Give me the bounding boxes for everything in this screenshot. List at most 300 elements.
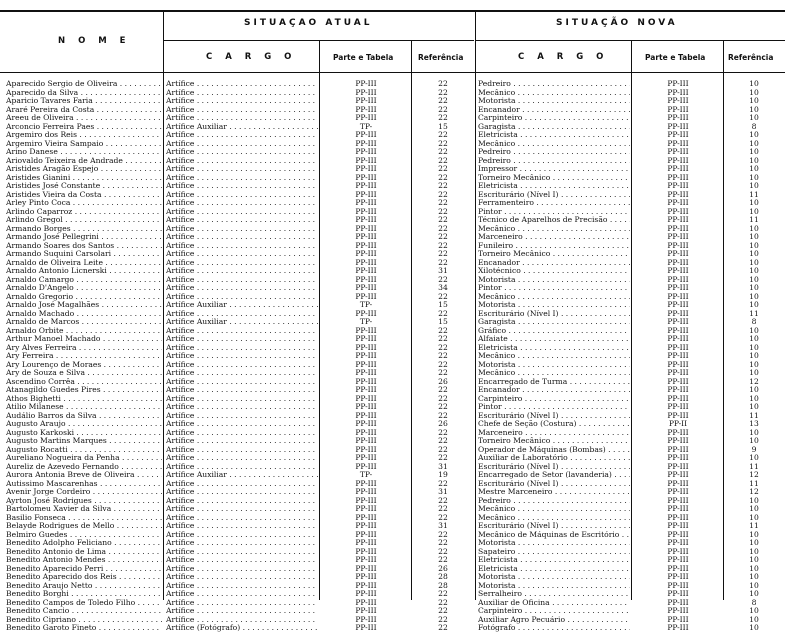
cargo-novo-cell: Motorista . . . <box>478 582 630 591</box>
referencia-nova-cell: 10 <box>749 360 759 369</box>
referencia-nova-cell: 10 <box>749 615 759 624</box>
parte-tabela-nova-cell: PP-III <box>667 318 689 326</box>
nome-cell: Aureliano Nogueira da Penha . . . <box>6 454 162 463</box>
referencia-atual-cell: 22 <box>438 233 448 241</box>
cargo-novo-cell: Carpinteiro . . . <box>478 395 630 404</box>
parte-tabela-atual-cell: PP-III <box>355 309 377 318</box>
parte-tabela-nova-cell: PP-III <box>667 581 689 590</box>
referencia-atual-cell: 28 <box>438 581 448 590</box>
table-row <box>0 488 785 497</box>
cargo-atual-cell: Artífice . . . <box>166 131 318 140</box>
parte-tabela-nova-cell: PP-III <box>667 122 689 131</box>
parte-tabela-nova-cell: PP-III <box>667 352 689 360</box>
cargo-atual-cell: Artífice . . . <box>166 378 318 387</box>
referencia-nova-cell: 10 <box>749 454 759 462</box>
cargo-atual-cell: Artífice . . . <box>166 497 318 506</box>
parte-tabela-atual-cell: TP- <box>359 471 373 479</box>
parte-tabela-atual-cell: PP-III <box>355 292 377 301</box>
parte-tabela-atual-cell: PP-III <box>355 377 377 386</box>
parte-tabela-nova-cell: PP-III <box>667 471 689 479</box>
cargo-novo-cell: Torneiro Mecânico . . . <box>478 437 630 446</box>
referencia-nova-cell: 10 <box>749 156 759 165</box>
header-cargo-atual: C A R G O <box>206 52 297 62</box>
cargo-novo-cell: Marceneiro . . . <box>478 233 630 242</box>
table-row <box>0 522 785 531</box>
referencia-atual-cell: 22 <box>438 335 448 343</box>
referencia-atual-cell: 22 <box>438 275 448 284</box>
nome-cell: Ariovaldo Teixeira de Andrade . . . <box>6 157 162 166</box>
cargo-novo-cell: Eletricista . . . <box>478 565 630 574</box>
referencia-nova-cell: 8 <box>751 122 757 131</box>
referencia-nova-cell: 10 <box>749 199 759 207</box>
parte-tabela-atual-cell: PP-III <box>355 369 377 377</box>
parte-tabela-atual-cell: PP-III <box>355 607 377 615</box>
cargo-novo-cell: Encarregado de Setor (lavanderia) . . . <box>478 471 630 480</box>
parte-tabela-atual-cell: PP-III <box>355 360 377 369</box>
referencia-atual-cell: 22 <box>438 590 448 598</box>
nome-cell: Arlindo Gregol . . . <box>6 216 162 225</box>
parte-tabela-atual-cell: PP-III <box>355 411 377 420</box>
cargo-atual-cell: Artífice . . . <box>166 531 318 540</box>
parte-tabela-nova-cell: PP-III <box>667 275 689 284</box>
header-parte-tabela-nova: Parte e Tabela <box>645 53 706 62</box>
parte-tabela-atual-cell: PP-III <box>355 88 377 97</box>
table-row <box>0 182 785 191</box>
table-row <box>0 327 785 336</box>
parte-tabela-nova-cell: PP-III <box>667 369 689 377</box>
cargo-atual-cell: Artífice . . . <box>166 539 318 548</box>
parte-tabela-atual-cell: PP-III <box>355 598 377 607</box>
table-row <box>0 293 785 302</box>
table-row <box>0 191 785 200</box>
parte-tabela-atual-cell: PP-III <box>355 173 377 182</box>
table-row <box>0 514 785 523</box>
cargo-atual-cell: Artífice . . . <box>166 548 318 557</box>
cargo-novo-cell: Eletricista . . . <box>478 131 630 140</box>
referencia-nova-cell: 10 <box>749 352 759 360</box>
parte-tabela-nova-cell: PP-III <box>667 428 689 437</box>
cargo-atual-cell: Artífice Auxiliar . . . <box>166 123 318 132</box>
parte-tabela-nova-cell: PP-III <box>667 309 689 318</box>
referencia-atual-cell: 22 <box>438 598 448 607</box>
cargo-atual-cell: Artífice (Fotógrafo) . . . <box>166 624 318 633</box>
parte-tabela-nova-cell: PP-III <box>667 97 689 105</box>
parte-tabela-nova-cell: PP-III <box>667 590 689 598</box>
cargo-atual-cell: Artífice . . . <box>166 454 318 463</box>
referencia-atual-cell: 22 <box>438 139 448 148</box>
parte-tabela-atual-cell: TP- <box>359 301 373 309</box>
referencia-nova-cell: 11 <box>749 522 759 530</box>
referencia-atual-cell: 22 <box>438 114 448 122</box>
referencia-nova-cell: 10 <box>749 530 759 539</box>
cargo-novo-cell: Escriturário (Nível I) . . . <box>478 191 630 200</box>
cargo-novo-cell: Mecânico . . . <box>478 514 630 523</box>
table-row <box>0 106 785 115</box>
cargo-atual-cell: Artífice . . . <box>166 106 318 115</box>
referencia-nova-cell: 11 <box>749 479 759 488</box>
referencia-nova-cell: 12 <box>749 488 759 496</box>
cargo-novo-cell: Escriturário (Nível I) . . . <box>478 522 630 531</box>
cargo-atual-cell: Artífice . . . <box>166 361 318 370</box>
cargo-atual-cell: Artífice Auxiliar . . . <box>166 471 318 480</box>
parte-tabela-atual-cell: PP-III <box>355 488 377 496</box>
parte-tabela-nova-cell: PP-II <box>668 420 688 428</box>
nome-cell: Aparicio Tavares Faria . . . <box>6 97 162 106</box>
referencia-nova-cell: 10 <box>749 267 759 275</box>
parte-tabela-atual-cell: PP-III <box>355 445 377 454</box>
table-row <box>0 582 785 591</box>
parte-tabela-atual-cell: PP-III <box>355 496 377 505</box>
nome-cell: Araré Pereira da Costa . . . <box>6 106 162 115</box>
cargo-novo-cell: Auxiliar de Laboratório . . . <box>478 454 630 463</box>
referencia-nova-cell: 10 <box>749 165 759 173</box>
parte-tabela-atual-cell: PP-III <box>355 556 377 564</box>
cargo-atual-cell: Artífice . . . <box>166 199 318 208</box>
referencia-atual-cell: 22 <box>438 165 448 173</box>
parte-tabela-atual-cell: PP-III <box>355 80 377 88</box>
nome-cell: Aparecido da Silva . . . <box>6 89 162 98</box>
parte-tabela-nova-cell: PP-III <box>667 156 689 165</box>
cargo-atual-cell: Artífice . . . <box>166 140 318 149</box>
parte-tabela-atual-cell: PP-III <box>355 275 377 284</box>
parte-tabela-atual-cell: PP-III <box>355 564 377 573</box>
parte-tabela-nova-cell: PP-III <box>667 386 689 394</box>
nome-cell: Autissimo Mascarenhas . . . <box>6 480 162 489</box>
nome-cell: Arley Pinto Coca . . . <box>6 199 162 208</box>
nome-cell: Aristides Vieira da Costa . . . <box>6 191 162 200</box>
parte-tabela-atual-cell: PP-III <box>355 615 377 624</box>
parte-tabela-nova-cell: PP-III <box>667 564 689 573</box>
referencia-nova-cell: 10 <box>749 139 759 148</box>
parte-tabela-atual-cell: PP-III <box>355 233 377 241</box>
parte-tabela-nova-cell: PP-III <box>667 488 689 496</box>
referencia-nova-cell: 10 <box>749 326 759 335</box>
parte-tabela-nova-cell: PP-III <box>667 105 689 114</box>
referencia-atual-cell: 34 <box>438 284 448 292</box>
cargo-atual-cell: Artífice . . . <box>166 250 318 259</box>
parte-tabela-nova-cell: PP-III <box>667 462 689 471</box>
referencia-atual-cell: 26 <box>438 377 448 386</box>
cargo-novo-cell: Motorista . . . <box>478 539 630 548</box>
cargo-novo-cell: Alfaiate . . . <box>478 335 630 344</box>
referencia-nova-cell: 10 <box>749 80 759 88</box>
cargo-novo-cell: Funileiro . . . <box>478 242 630 251</box>
referencia-atual-cell: 22 <box>438 513 448 522</box>
table-row <box>0 148 785 157</box>
cargo-novo-cell: Torneiro Mecânico . . . <box>478 250 630 259</box>
nome-cell: Aureliz de Azevedo Fernando . . . <box>6 463 162 472</box>
nome-cell: Benedito Antonio de Lima . . . <box>6 548 162 557</box>
referencia-nova-cell: 9 <box>751 445 757 454</box>
parte-tabela-nova-cell: PP-III <box>667 173 689 182</box>
nome-cell: Arnaldo Antonio Licnerski . . . <box>6 267 162 276</box>
parte-tabela-nova-cell: PP-III <box>667 454 689 462</box>
table-row <box>0 318 785 327</box>
parte-tabela-atual-cell: PP-III <box>355 267 377 275</box>
table-row <box>0 531 785 540</box>
table-row <box>0 565 785 574</box>
table-row <box>0 497 785 506</box>
parte-tabela-atual-cell: PP-III <box>355 590 377 598</box>
referencia-nova-cell: 10 <box>749 97 759 105</box>
referencia-nova-cell: 10 <box>749 207 759 216</box>
table-row <box>0 395 785 404</box>
parte-tabela-nova-cell: PP-III <box>667 496 689 505</box>
referencia-nova-cell: 10 <box>749 258 759 267</box>
nome-cell: Arnaldo Machado . . . <box>6 310 162 319</box>
parte-tabela-nova-cell: PP-III <box>667 114 689 122</box>
nome-cell: Areeu de Oliveira . . . <box>6 114 162 123</box>
table-row <box>0 259 785 268</box>
nome-cell: Ary Alves Ferreira . . . <box>6 344 162 353</box>
cargo-atual-cell: Artífice . . . <box>166 242 318 251</box>
table-row <box>0 131 785 140</box>
referencia-atual-cell: 22 <box>438 182 448 190</box>
table-row <box>0 361 785 370</box>
referencia-atual-cell: 31 <box>438 488 448 496</box>
parte-tabela-atual-cell: PP-III <box>355 539 377 547</box>
parte-tabela-nova-cell: PP-III <box>667 258 689 267</box>
cargo-atual-cell: Artífice . . . <box>166 97 318 106</box>
nome-cell: Armando José Pellegrini . . . <box>6 233 162 242</box>
parte-tabela-nova-cell: PP-III <box>667 139 689 148</box>
referencia-nova-cell: 12 <box>749 377 759 386</box>
parte-tabela-nova-cell: PP-III <box>667 377 689 386</box>
table-row <box>0 480 785 489</box>
referencia-atual-cell: 15 <box>438 122 448 131</box>
nome-cell: Basilio Fonseca . . . <box>6 514 162 523</box>
cargo-novo-cell: Pedreiro . . . <box>478 497 630 506</box>
parte-tabela-atual-cell: PP-III <box>355 216 377 224</box>
cargo-novo-cell: Carpinteiro . . . <box>478 607 630 616</box>
header-situacao-atual: SITUAÇAO ATUAL <box>244 18 373 28</box>
nome-cell: Ary Ferreira . . . <box>6 352 162 361</box>
cargo-atual-cell: Artífice . . . <box>166 114 318 123</box>
referencia-atual-cell: 22 <box>438 539 448 547</box>
parte-tabela-atual-cell: PP-III <box>355 131 377 139</box>
referencia-nova-cell: 10 <box>749 505 759 513</box>
cargo-novo-cell: Pintor . . . <box>478 284 630 293</box>
cargo-atual-cell: Artífice . . . <box>166 446 318 455</box>
referencia-nova-cell: 10 <box>749 564 759 573</box>
parte-tabela-atual-cell: PP-III <box>355 479 377 488</box>
referencia-nova-cell: 10 <box>749 394 759 403</box>
cargo-novo-cell: Pintor . . . <box>478 403 630 412</box>
referencia-atual-cell: 22 <box>438 224 448 233</box>
parte-tabela-nova-cell: PP-III <box>667 343 689 352</box>
referencia-nova-cell: 10 <box>749 233 759 241</box>
referencia-atual-cell: 22 <box>438 369 448 377</box>
table-row <box>0 267 785 276</box>
nome-cell: Benedito Araujo Netto . . . <box>6 582 162 591</box>
referencia-atual-cell: 22 <box>438 437 448 445</box>
cargo-atual-cell: Artífice . . . <box>166 293 318 302</box>
parte-tabela-atual-cell: PP-III <box>355 343 377 352</box>
parte-tabela-nova-cell: PP-III <box>667 539 689 547</box>
referencia-nova-cell: 10 <box>749 386 759 394</box>
referencia-nova-cell: 10 <box>749 513 759 522</box>
parte-tabela-nova-cell: PP-III <box>667 190 689 199</box>
referencia-atual-cell: 22 <box>438 258 448 267</box>
cargo-novo-cell: Eletricista . . . <box>478 182 630 191</box>
parte-tabela-nova-cell: PP-III <box>667 241 689 250</box>
cargo-novo-cell: Pintor . . . <box>478 208 630 217</box>
referencia-atual-cell: 22 <box>438 607 448 615</box>
table-row <box>0 607 785 616</box>
cargo-atual-cell: Artífice . . . <box>166 505 318 514</box>
table-row <box>0 352 785 361</box>
cargo-novo-cell: Mecânico . . . <box>478 140 630 149</box>
nome-cell: Arnaldo D'Angelo . . . <box>6 284 162 293</box>
cargo-atual-cell: Artífice . . . <box>166 157 318 166</box>
nome-cell: Augusto Martins Marques . . . <box>6 437 162 446</box>
cargo-novo-cell: Serralheiro . . . <box>478 590 630 599</box>
parte-tabela-nova-cell: PP-III <box>667 445 689 454</box>
parte-tabela-atual-cell: PP-III <box>355 114 377 122</box>
referencia-atual-cell: 22 <box>438 505 448 513</box>
cargo-atual-cell: Artífice . . . <box>166 412 318 421</box>
parte-tabela-nova-cell: PP-III <box>667 131 689 139</box>
cargo-atual-cell: Artífice . . . <box>166 463 318 472</box>
cargo-novo-cell: Encanador . . . <box>478 106 630 115</box>
referencia-atual-cell: 22 <box>438 292 448 301</box>
parte-tabela-atual-cell: PP-III <box>355 394 377 403</box>
referencia-nova-cell: 10 <box>749 581 759 590</box>
parte-tabela-nova-cell: PP-III <box>667 479 689 488</box>
cargo-novo-cell: Ferramenteiro . . . <box>478 199 630 208</box>
parte-tabela-atual-cell: PP-III <box>355 335 377 343</box>
parte-tabela-atual-cell: TP- <box>359 318 373 326</box>
referencia-nova-cell: 10 <box>749 284 759 292</box>
table-row <box>0 548 785 557</box>
referencia-atual-cell: 22 <box>438 454 448 462</box>
cargo-atual-cell: Artífice . . . <box>166 182 318 191</box>
cargo-atual-cell: Artífice . . . <box>166 522 318 531</box>
cargo-novo-cell: Chefe de Seção (Costura) . . . <box>478 420 630 429</box>
referencia-nova-cell: 10 <box>749 496 759 505</box>
parte-tabela-nova-cell: PP-III <box>667 80 689 88</box>
table-row <box>0 89 785 98</box>
cargo-atual-cell: Artífice . . . <box>166 556 318 565</box>
cargo-atual-cell: Artífice . . . <box>166 369 318 378</box>
table-row <box>0 140 785 149</box>
referencia-atual-cell: 22 <box>438 615 448 624</box>
cargo-atual-cell: Artífice . . . <box>166 590 318 599</box>
table-row <box>0 208 785 217</box>
nome-cell: Aurora Antonia Breve de Oliveira . . . <box>6 471 162 480</box>
header-cargo-nova: C A R G O <box>518 52 609 62</box>
parte-tabela-atual-cell: PP-III <box>355 437 377 445</box>
cargo-atual-cell: Artífice . . . <box>166 174 318 183</box>
parte-tabela-atual-cell: PP-III <box>355 428 377 437</box>
cargo-novo-cell: Marceneiro . . . <box>478 429 630 438</box>
referencia-nova-cell: 10 <box>749 182 759 190</box>
header-referencia-atual: Referência <box>418 53 464 62</box>
referencia-nova-cell: 10 <box>749 105 759 114</box>
cargo-novo-cell: Eletricista . . . <box>478 344 630 353</box>
parte-tabela-nova-cell: PP-III <box>667 148 689 156</box>
nome-cell: Benedito Borghi . . . <box>6 590 162 599</box>
nome-cell: Arnaldo Camargo . . . <box>6 276 162 285</box>
nome-cell: Atanagildo Guedes Pires . . . <box>6 386 162 395</box>
nome-cell: Audálio Barros da Silva . . . <box>6 412 162 421</box>
referencia-nova-cell: 10 <box>749 437 759 445</box>
referencia-nova-cell: 12 <box>749 471 759 479</box>
cargo-novo-cell: Encarregado de Turma . . . <box>478 378 630 387</box>
parte-tabela-nova-cell: PP-III <box>667 607 689 615</box>
header-parte-tabela-atual: Parte e Tabela <box>333 53 394 62</box>
table-row <box>0 216 785 225</box>
referencia-nova-cell: 11 <box>749 309 759 318</box>
table-row <box>0 123 785 132</box>
referencia-atual-cell: 22 <box>438 352 448 360</box>
cargo-atual-cell: Artífice . . . <box>166 480 318 489</box>
cargo-atual-cell: Artífice . . . <box>166 327 318 336</box>
parte-tabela-nova-cell: PP-III <box>667 360 689 369</box>
table-row <box>0 276 785 285</box>
table-row <box>0 429 785 438</box>
nome-cell: Arnaldo Gregorio . . . <box>6 293 162 302</box>
header-nome: N O M E <box>58 36 131 46</box>
cargo-novo-cell: Auxiliar de Oficina . . . <box>478 599 630 608</box>
header-referencia-nova: Referência <box>728 53 774 62</box>
table-row <box>0 335 785 344</box>
referencia-nova-cell: 11 <box>749 216 759 224</box>
referencia-atual-cell: 22 <box>438 411 448 420</box>
cargo-atual-cell: Artífice . . . <box>166 403 318 412</box>
parte-tabela-nova-cell: PP-III <box>667 88 689 97</box>
referencia-atual-cell: 22 <box>438 88 448 97</box>
parte-tabela-nova-cell: PP-III <box>667 335 689 343</box>
parte-tabela-atual-cell: PP-III <box>355 190 377 199</box>
table-row <box>0 378 785 387</box>
referencia-nova-cell: 10 <box>749 428 759 437</box>
cargo-novo-cell: Mecânico . . . <box>478 89 630 98</box>
table-row <box>0 165 785 174</box>
table-row <box>0 199 785 208</box>
nome-cell: Aristides Gianini . . . <box>6 174 162 183</box>
cargo-atual-cell: Artífice . . . <box>166 80 318 89</box>
cargo-novo-cell: Mecânico . . . <box>478 225 630 234</box>
nome-cell: Benedito Aparecido dos Reis . . . <box>6 573 162 582</box>
cargo-novo-cell: Garagista . . . <box>478 318 630 327</box>
header-bottom-rule <box>0 72 785 73</box>
cargo-novo-cell: Xilotécnico . . . <box>478 267 630 276</box>
cargo-novo-cell: Auxiliar Agro Pecuário . . . <box>478 616 630 625</box>
referencia-atual-cell: 22 <box>438 207 448 216</box>
cargo-atual-cell: Artífice . . . <box>166 599 318 608</box>
cargo-novo-cell: Eletricista . . . <box>478 556 630 565</box>
referencia-nova-cell: 10 <box>749 292 759 301</box>
parte-tabela-atual-cell: PP-III <box>355 454 377 462</box>
parte-tabela-atual-cell: PP-III <box>355 403 377 411</box>
table-row <box>0 310 785 319</box>
parte-tabela-nova-cell: PP-III <box>667 224 689 233</box>
cargo-atual-cell: Artífice . . . <box>166 386 318 395</box>
referencia-atual-cell: 22 <box>438 556 448 564</box>
cargo-atual-cell: Artífice . . . <box>166 165 318 174</box>
cargo-atual-cell: Artífice . . . <box>166 310 318 319</box>
cargo-atual-cell: Artífice . . . <box>166 335 318 344</box>
parte-tabela-atual-cell: PP-III <box>355 156 377 165</box>
cargo-novo-cell: Carpinteiro . . . <box>478 114 630 123</box>
cargo-atual-cell: Artífice . . . <box>166 420 318 429</box>
nome-cell: Ary Lourenço de Moraes . . . <box>6 361 162 370</box>
cargo-atual-cell: Artífice . . . <box>166 573 318 582</box>
referencia-atual-cell: 22 <box>438 309 448 318</box>
table-row <box>0 386 785 395</box>
table-row <box>0 242 785 251</box>
